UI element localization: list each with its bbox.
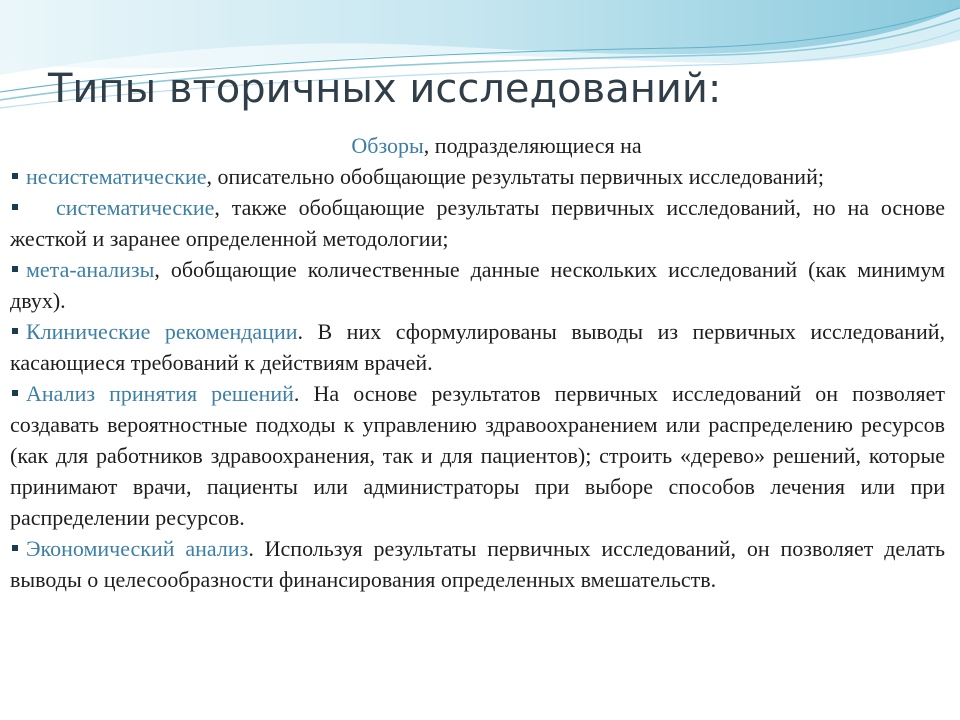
bullet-icon: [12, 545, 18, 551]
item-highlight: Экономический анализ: [26, 536, 249, 561]
item-highlight: мета-анализы: [26, 257, 155, 282]
item-highlight: несистематические: [26, 164, 207, 189]
bullet-icon: [12, 266, 18, 272]
item-text: , обобщающие количественные данные нескольких исследований (как минимум двух).: [10, 257, 945, 313]
bullet-icon: [12, 173, 18, 179]
intro-highlight: Обзоры: [351, 133, 424, 158]
item-text: , также обобщающие результаты первичных исследований, но на основе жесткой и заранее определенной методологии;: [10, 195, 945, 251]
item-text: , описательно обобщающие результаты первичных исследований;: [206, 164, 824, 189]
slide-body: [10, 130, 945, 595]
intro-rest: , подразделяющиеся на: [423, 133, 642, 158]
list-item-systematic: [10, 192, 945, 254]
list-item-clinical-guidelines: [10, 316, 945, 378]
item-highlight: систематические: [56, 195, 215, 220]
list-item-nonsystematic: [10, 161, 945, 192]
intro-line: [10, 130, 945, 161]
item-text: . Используя результаты первичных исследований, он позволяет делать выводы о целесообразности финансирования определенных вмешательств.: [10, 536, 945, 592]
item-highlight: Клинические рекомендации: [26, 319, 298, 344]
slide-title: Типы вторичных исследований:: [48, 66, 722, 112]
item-text: . В них сформулированы выводы из первичных исследований, касающиеся требований к действиям врачей.: [10, 319, 945, 375]
bullet-icon: [12, 204, 18, 210]
bullet-icon: [12, 328, 18, 334]
bullet-icon: [12, 390, 18, 396]
list-item-meta-analysis: [10, 254, 945, 316]
list-item-economic-analysis: [10, 533, 945, 595]
item-highlight: Анализ принятия решений: [26, 381, 294, 406]
item-text: . На основе результатов первичных исследований он позволяет создавать вероятностные подходы к управлению здравоохранением или распределению ресурсов (как для работников здравоохранения, так и для пациентов); строить «дерево» решений, которые принимают врачи, пациенты или администраторы при выборе способов лечения или при распределении ресурсов.: [10, 381, 945, 530]
list-item-decision-analysis: [10, 378, 945, 533]
